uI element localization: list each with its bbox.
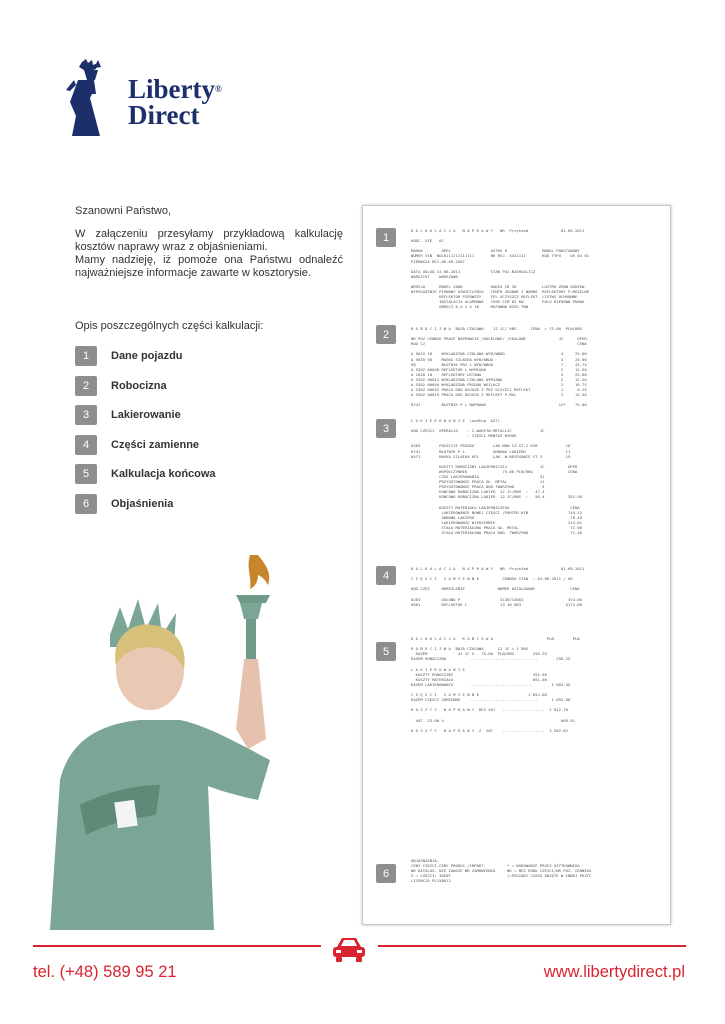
toc-item bbox=[75, 376, 216, 396]
sheet-block-painting: L A K I E R O W A N I E (według AZT) KOD CZĘŚCI OPERACJA - 2-WARSTW-METALLIC JC - CZĘŚCI MONTAŻ WYBÓR 0283 POSZYCIE PRZODU LAK.NOW.CZ.ST.1 KIB 10 6741 BŁOTNIK P L ODNOWA LAKIERU 11 0471 MASKA SILNIKA KPL LAK. W.BRZEGOWIE ST 2 19 KOSZTY ROBOCIZNY LAKIERNICZEJ JC OPER. WSPÓŁCZYNNIK 75.00 PLN/RBG CENA CZAS LAKIEROWANIA 31 PRZYGOTOWANIE PRACA GŁ. METAL 11 PRZYGOTOWANIE PRACA DOD.TWORZYWO 5 KONCOWA ROBOCIZNA LAKIER 12 JC/RBG : 47.4 KONCOWA ROBOCIZNA LAKIER 12 JC/RBG : 56.4 352.50 KOSZTY MATERIAŁU LAKIERNICZEGO CENA LAKIEROWANIE NOWEJ CZĘŚCI /PORTER KIB 744.13 ODNOWA LAKIERU 78.49 LAKIEROWANIE WIERZCHNIE 214.81 STAŁA MATERIAŁOWA PRACA GŁ. METAL 71.96 STAŁA MATERIAŁOWA PRACA DOD. TWORZYWO 71.46 bbox=[411, 418, 582, 536]
intro-paragraph-1: W załączeniu przesyłamy przykładową kalkulację kosztów naprawy wraz z objaśnieniami. bbox=[75, 228, 343, 253]
toc-number: 2 bbox=[75, 376, 97, 396]
toc-number: 4 bbox=[75, 435, 97, 455]
greeting: Szanowni Państwo, bbox=[75, 205, 171, 217]
toc-label: Części zamienne bbox=[111, 438, 200, 451]
sheet-block-parts: K A L K U L A C J A N A P R A W Y NR Przykład 01.09.2011 C Z Ę Ś C I Z A M I E N N E CENNIK STAN : 01.08.2011 / 09 KOD CZĘŚ OKREŚLENIE NUMER KATALOGOWY CENA 0283 OSŁONA P 3136714003 474.00 0561 REFLEKTOR L 13 16 663 $173.00 bbox=[411, 566, 585, 607]
sheet-block-vehicle-data: K A L K U L A C J A N A P R A W Y NR Przykład 01.09.2011 KODC. SIE OC MARKA OPEL ASTRA H MODEL PODSTAWOWY NUMER VIN WOL0111111111111 NR REJ. XXX1111 KOD TYPU 05 04 01 PIERWSZA REJ.06.09.2007 DATA OGLĘD.31.08.2011 STAN POJ.NIEROZLICZ WARSZTAT WARSZAWA WERSJA MODEL 2006 RADIO CD 30 LUSTRK ZEWN OGRZEW. WYPOSAŻENIE PIONOWY OŚWIETLENIA CENTR ZGODNE Z NORMA REFLEKTORY P-MGIELNE REFLEKTOR PIERWSZY FEL OCZYSZCZ REFLEKT LISTWY OCHRONNE INSTALACJA ALARMOWA 1995 CCM 85 KW POLO KIEROWN PRAWA OBRĘCZ 6,5 J X 16 MUFOWNA BIEG TNW bbox=[411, 228, 590, 310]
sheet-marker: 1 bbox=[376, 228, 396, 247]
sheet-block-labour: R O B O C I Z N A BAZA CZASOWA 12 JC/ RBG CENA = 75.00 PLN/RBG NR POZ CENNIK PRACE NAPRAWCZE /DOCELOWE/ /SKALOWE JC OPER. ROD CZ CENA A 5615 10 WYKLADZINA CZOLOWA WYB/WBUD 4 25.00 A 5035 50 MASKA SILNIKA WYB/WBUD 4 25.00 98 BŁOTNIK PRZ L WYB/WBUD 7 43.75 A 5302 00040 REFLEKTOR L WYMIANA 2 12.50 A 1020 10 REFLEKTORY USTAWA 4 25.00 A 5302 00012 WYKLADZINA CZOLOWA WYMIANA 2 12.50 A 5302 00040 WYKLADZINA PRZODU WSZLOCZ 2 18.75 A 5302 00032 PRACA DOD DOJAZD Z PRZ OCZYŚCI REFLEKT 1 6.25 A 5302 00019 PRACA DOD DOJAZD Z REFLEKT P-MGL 2 12.50 6741 BŁOTNIK P L NAPRAWA 12* 75.00 bbox=[411, 326, 590, 408]
footer-divider-left bbox=[33, 945, 321, 947]
website-link[interactable]: www.libertydirect.pl bbox=[543, 963, 685, 981]
toc-label: Robocizna bbox=[111, 379, 167, 392]
sheet-marker: 4 bbox=[376, 566, 396, 585]
logo-line1: Liberty bbox=[128, 74, 215, 104]
intro-text bbox=[75, 228, 343, 280]
logo-line2: Direct bbox=[128, 100, 200, 130]
sheet-block-final: K A L K U L A C J A K O Ń C O W A PLN PLN R O B O C I Z N A BAZA CZASOWA 12 JC = 1 RBG RAZEM 41 JC X 75.00 PLN/RBG 256.25 RAZEM ROBOCIZNA ............................. 256.25 L A K I E R O W A N I E KOSZTY ROBOCIZNY 352.50 KOSZTY MATERIAŁU 651.00 RAZEM LAKIEROWANIE ........................... 1 004.45 C Z Ę Ś C I Z A M I E N N E 1 652.00 RAZEM CZĘŚCI ZAMIENNE ............................. 1 652.00 K O S Z T Y N A P R A W Y BEZ VAT .................. 2 912.70 VAT 23.00 % 669.91 K O S Z T Y N A P R A W Y Z VAT .................. 3 582.62 bbox=[411, 636, 580, 733]
statue-of-liberty-woman-image bbox=[40, 555, 300, 930]
toc-number: 3 bbox=[75, 405, 97, 425]
toc-item bbox=[75, 346, 216, 366]
sheet-block-notes: OBJAŚNIENIA: CENY CZĘŚCI-CENY PRODUC./IMPORT. * = WSKOWANIE PRZEZ UŻYTKOWNIKA NR KATALOG. NIE ZAWSZE NR ZAMÓWIENIA NK = BEZ KODU CZĘŚCI/NR POZ. CENNIKA Z = CZĘŚCI: IDENT. (=POSIADY CZASU OBJĘTE W INNEJ POZYC LICENCJA PL15B012 bbox=[411, 858, 592, 884]
logo-wordmark bbox=[128, 76, 222, 128]
car-icon bbox=[331, 935, 367, 963]
toc-list bbox=[75, 346, 216, 524]
logo-reg: ® bbox=[215, 84, 222, 94]
calculation-sheet bbox=[362, 205, 671, 925]
toc-item bbox=[75, 494, 216, 514]
toc-number: 6 bbox=[75, 494, 97, 514]
phone-number[interactable]: tel. (+48) 589 95 21 bbox=[33, 963, 177, 981]
sheet-marker: 3 bbox=[376, 419, 396, 438]
toc-label: Dane pojazdu bbox=[111, 350, 183, 362]
section-title: Opis poszczególnych części kalkulacji: bbox=[75, 320, 264, 332]
toc-label: Objaśnienia bbox=[111, 497, 174, 510]
toc-item bbox=[75, 405, 216, 425]
toc-label: Kalkulacja końcowa bbox=[111, 468, 216, 481]
sheet-marker: 2 bbox=[376, 325, 396, 344]
toc-number: 1 bbox=[75, 346, 97, 366]
toc-number: 5 bbox=[75, 464, 97, 484]
toc-item bbox=[75, 464, 216, 484]
intro-paragraph-2: Mamy nadzieję, iż pomoże ona Państwu odnaleźć najważniejsze informacje zawarte w kosztorysie. bbox=[75, 254, 343, 279]
footer-divider-right bbox=[378, 945, 686, 947]
toc-item bbox=[75, 435, 216, 455]
sheet-marker: 6 bbox=[376, 864, 396, 883]
toc-label: Lakierowanie bbox=[111, 409, 181, 422]
sheet-marker: 5 bbox=[376, 642, 396, 661]
